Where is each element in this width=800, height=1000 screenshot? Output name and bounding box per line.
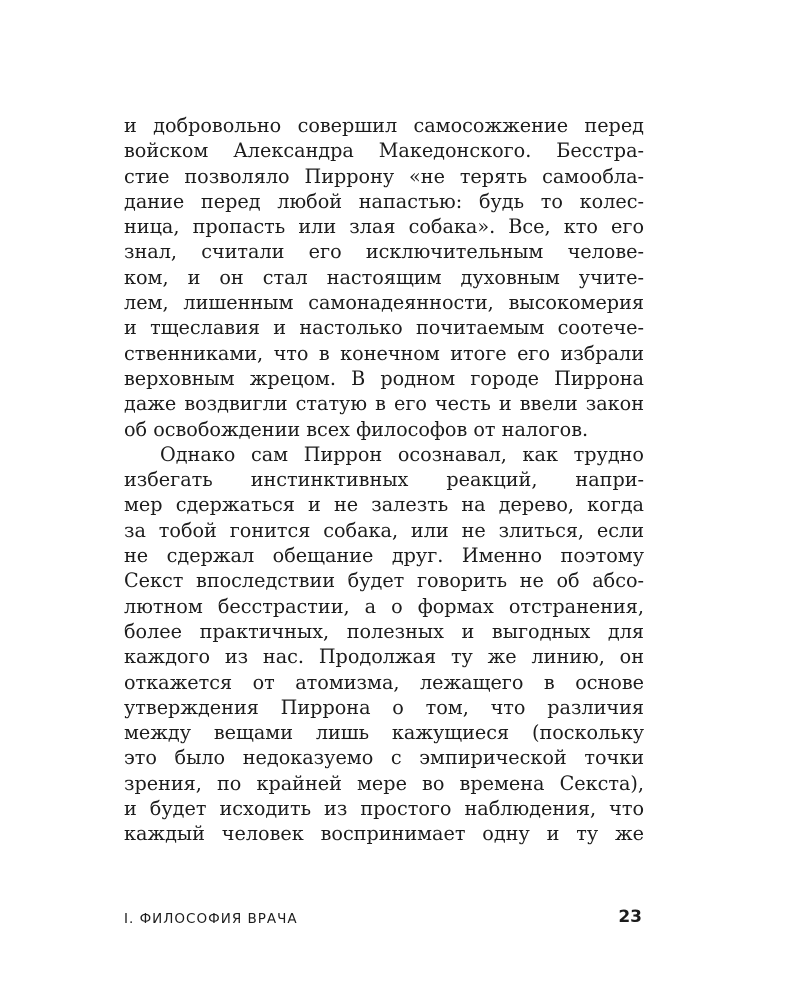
text-line: утверждения Пиррона о том, что различия <box>124 695 644 719</box>
text-line: стие позволяло Пиррону «не терять самообла- <box>124 164 644 188</box>
text-line: более практичных, полезных и выгодных для <box>124 619 644 643</box>
text-line: и добровольно совершил самосожжение перед <box>124 114 644 137</box>
text-line: между вещами лишь кажущиеся (поскольку <box>124 721 644 745</box>
page-number: 23 <box>618 907 642 927</box>
paragraph-end-line: об освобождении всех философов от налогов. <box>124 417 589 441</box>
text-line: лютном бесстрастии, а о формах отстранения, <box>124 594 644 618</box>
text-line: и тщеславия и настолько почитаемым соотече- <box>124 316 644 340</box>
text-line: войском Александра Македонского. Бесстра- <box>124 139 644 163</box>
text-line: Секст впоследствии будет говорить не об абсо- <box>124 569 644 593</box>
text-line: даже воздвигли статую в его честь и ввели закон <box>124 392 644 416</box>
text-line: верховным жрецом. В родном городе Пиррона <box>124 366 644 390</box>
text-line: избегать инстинктивных реакций, напри- <box>124 468 644 492</box>
text-line: ком, и он стал настоящим духовным учите- <box>124 265 644 289</box>
text-line: ственниками, что в конечном итоге его избрали <box>124 341 644 365</box>
running-head: I. ФИЛОСОФИЯ ВРАЧА <box>124 911 298 927</box>
text-line: откажется от атомизма, лежащего в основе <box>124 670 644 694</box>
text-line: ница, пропасть или злая собака». Все, кто его <box>124 215 644 239</box>
text-line: лем, лишенным самонадеянности, высокомерия <box>124 291 644 315</box>
text-line: каждый человек воспринимает одну и ту же <box>124 822 644 846</box>
body-text <box>124 113 644 847</box>
text-line: не сдержал обещание друг. Именно поэтому <box>124 544 644 568</box>
text-line: дание перед любой напастью: будь то колес- <box>124 189 644 213</box>
text-line: за тобой гонится собака, или не злиться, если <box>124 518 644 542</box>
text-line: мер сдержаться и не залезть на дерево, когда <box>124 493 644 517</box>
text-line: это было недоказуемо с эмпирической точки <box>124 746 644 770</box>
text-line: каждого из нас. Продолжая ту же линию, он <box>124 645 644 669</box>
paragraph-start-line: Однако сам Пиррон осознавал, как трудно <box>160 442 644 466</box>
text-line: зрения, по крайней мере во времена Секста), <box>124 771 644 795</box>
text-line: и будет исходить из простого наблюдения, что <box>124 797 644 821</box>
text-line: знал, считали его исключительным челове- <box>124 240 644 264</box>
